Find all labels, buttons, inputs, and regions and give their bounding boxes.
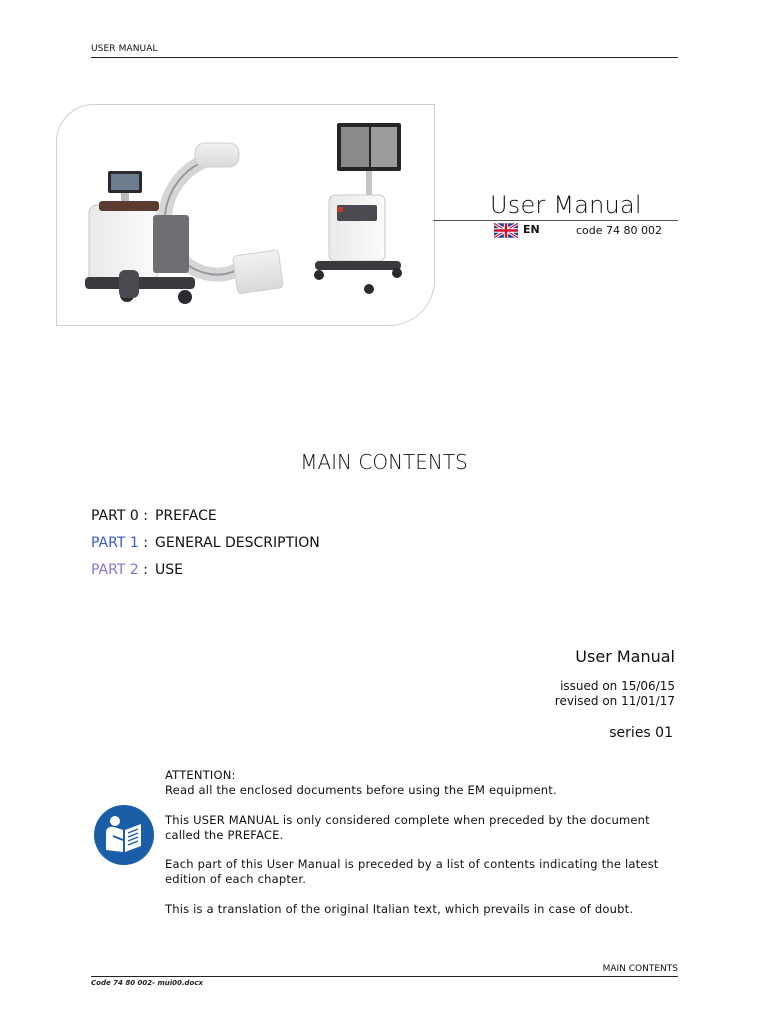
series-number: series 01 [609,725,673,741]
c-arm-equipment-illustration [57,105,434,325]
edition-title: User Manual [575,647,675,666]
header-rule [91,57,678,58]
toc-entry-part1 [91,535,320,551]
header-label: USER MANUAL [91,44,158,54]
attention-label: ATTENTION: [165,768,236,782]
footer-document-code: Code 74 80 002- mui00.docx [91,979,204,987]
toc-part-label: PART 2 : [91,562,148,578]
toc-part-title: GENERAL DESCRIPTION [155,535,320,551]
issued-date: issued on 15/06/15 [560,679,675,693]
toc-part-title: PREFACE [155,508,217,524]
main-contents-heading: MAIN CONTENTS [300,450,468,474]
language-code: EN [523,223,540,236]
document-code: code 74 80 002 [576,224,663,237]
revised-date: revised on 11/01/17 [554,694,675,708]
footer-rule [91,976,678,977]
notice-paragraph-2: Each part of this User Manual is preceded by a list of contents indicating the latest edition of each chapter. [165,857,659,886]
toc-part-title: USE [155,562,183,578]
footer-label: MAIN CONTENTS [602,964,678,974]
notice-paragraph-3: This is a translation of the original Italian text, which prevails in case of doubt. [165,902,634,916]
toc-part-label: PART 1 : [91,535,148,551]
notice-paragraph-1: This USER MANUAL is only considered complete when preceded by the document called the PREFACE. [165,813,650,842]
uk-flag-icon [494,223,518,238]
document-title: User Manual [490,191,642,219]
notice-read: Read all the enclosed documents before using the EM equipment. [165,783,557,797]
toc-entry-part2 [91,562,183,578]
cover-image [56,104,435,326]
read-manual-icon [93,804,155,866]
title-rule [433,220,678,221]
toc-entry-part0 [91,508,217,524]
toc-part-label: PART 0 : [91,508,148,524]
